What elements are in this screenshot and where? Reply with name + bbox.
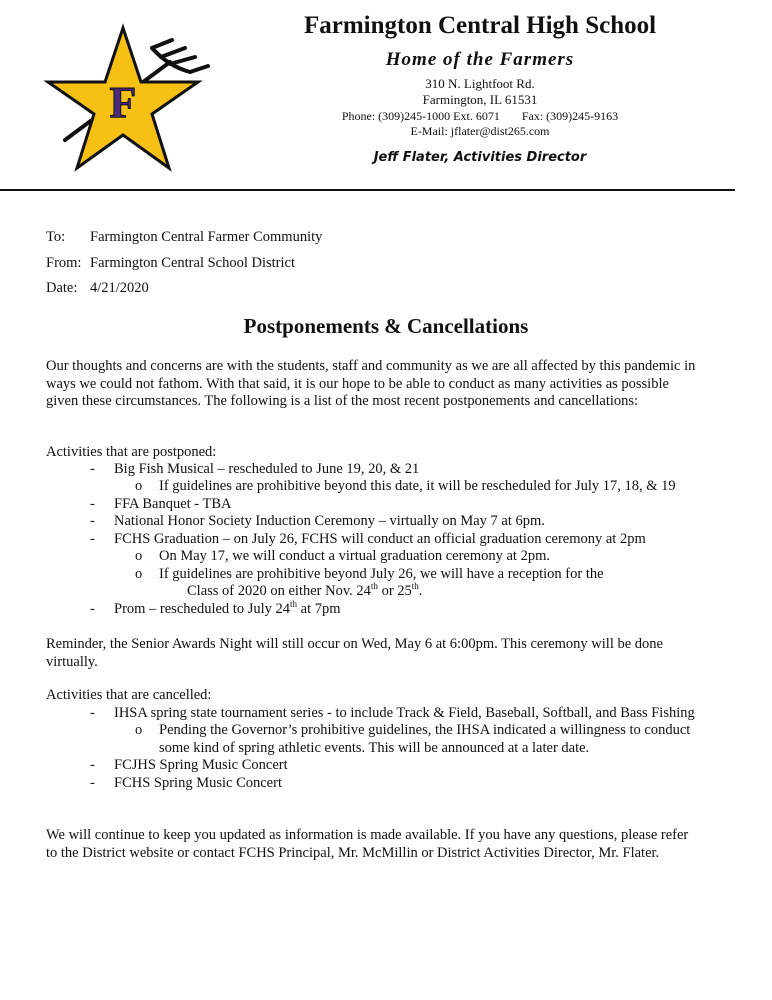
- postponed-item-nhs: National Honor Society Induction Ceremony – virtually on May 7 at 6pm.: [114, 513, 545, 529]
- postponed-heading: Activities that are postponed:: [46, 444, 217, 460]
- cancelled-subitem-continued: some kind of spring athletic events. This will be announced at a later date.: [159, 740, 590, 756]
- cancelled-item-ihsa: IHSA spring state tournament series - to include Track & Field, Baseball, Softball, and Bass Fishing: [114, 705, 695, 721]
- school-logo: [40, 22, 215, 187]
- cancelled-subitem: Pending the Governor’s prohibitive guidelines, the IHSA indicated a willingness to conduct: [159, 722, 691, 738]
- list-dash: -: [90, 531, 95, 547]
- school-motto: Home of the Farmers: [385, 49, 575, 70]
- date-label: Date:: [46, 280, 78, 296]
- closing-paragraph: [46, 827, 736, 862]
- email-address: E-Mail: jflater@dist265.com: [410, 124, 550, 138]
- star-pitchfork-logo-icon: [40, 22, 215, 187]
- fax-number: Fax: (309)245-9163: [521, 109, 619, 123]
- postponed-item-graduation: FCHS Graduation – on July 26, FCHS will conduct an official graduation ceremony at 2pm: [114, 531, 646, 547]
- postponed-subitem: If guidelines are prohibitive beyond July 26, we will have a reception for the: [159, 566, 604, 582]
- address-line-2: Farmington, IL 61531: [422, 92, 538, 107]
- intro-line: Our thoughts and concerns are with the students, staff and community as we are all affected by this pandemic in: [46, 358, 696, 374]
- postponed-item-ffa: FFA Banquet - TBA: [114, 496, 232, 512]
- to-label: To:: [46, 229, 66, 245]
- list-dash: -: [90, 775, 95, 791]
- page-title: Postponements & Cancellations: [243, 314, 529, 338]
- header-divider: [0, 189, 735, 191]
- activities-director: Jeff Flater, Activities Director: [373, 150, 587, 165]
- list-dash: -: [90, 513, 95, 529]
- address-line-1: 310 N. Lightfoot Rd.: [425, 76, 535, 91]
- intro-line: ways we could not fathom. With that said, it is our hope to be able to conduct as many activities as possible: [46, 375, 669, 392]
- cancelled-item-fcjhs-concert: FCJHS Spring Music Concert: [114, 757, 288, 773]
- list-dash: -: [90, 461, 95, 477]
- postponed-item-musical: Big Fish Musical – rescheduled to June 19, 20, & 21: [114, 461, 420, 477]
- list-bullet: o: [135, 566, 143, 582]
- list-dash: -: [90, 496, 95, 512]
- reminder-line: Reminder, the Senior Awards Night will still occur on Wed, May 6 at 6:00pm. This ceremony will be done: [46, 636, 663, 652]
- intro-line: given these circumstances. The following is a list of the most recent postponements and cancellations:: [46, 393, 639, 409]
- closing-line: We will continue to keep you updated as information is made available. If you have any questions, please refer: [46, 827, 689, 843]
- postponed-section: [0, 444, 772, 624]
- closing-line: to the District website or contact FCHS Principal, Mr. McMillin or District Activities Director, Mr. Flater.: [46, 844, 660, 861]
- postponed-item-prom: Prom – rescheduled to July 24th at 7pm: [114, 599, 341, 617]
- list-bullet: o: [135, 722, 143, 738]
- from-label: From:: [46, 255, 82, 271]
- reminder-paragraph: [46, 636, 736, 671]
- intro-paragraph: [46, 358, 736, 411]
- date-value: 4/21/2020: [90, 280, 149, 296]
- list-bullet: o: [135, 548, 143, 564]
- logo-letter: F: [109, 78, 137, 127]
- phone-fax-line: [240, 108, 720, 124]
- list-dash: -: [90, 757, 95, 773]
- list-bullet: o: [135, 478, 143, 494]
- postponed-subitem-continued: Class of 2020 on either Nov. 24th or 25th.: [187, 581, 423, 599]
- postponed-subitem: If guidelines are prohibitive beyond this date, it will be rescheduled for July 17, 18, & 19: [159, 478, 676, 494]
- cancelled-item-fchs-concert: FCHS Spring Music Concert: [114, 775, 282, 791]
- cancelled-heading: Activities that are cancelled:: [46, 687, 212, 703]
- list-dash: -: [90, 601, 95, 617]
- from-value: Farmington Central School District: [90, 255, 295, 271]
- reminder-line: virtually.: [46, 653, 98, 670]
- to-value: Farmington Central Farmer Community: [90, 229, 323, 245]
- school-name: Farmington Central High School: [303, 12, 657, 39]
- list-dash: -: [90, 705, 95, 721]
- phone-number: Phone: (309)245-1000 Ext. 6071: [341, 109, 500, 123]
- cancelled-section: [0, 687, 772, 797]
- postponed-subitem: On May 17, we will conduct a virtual graduation ceremony at 2pm.: [159, 548, 550, 564]
